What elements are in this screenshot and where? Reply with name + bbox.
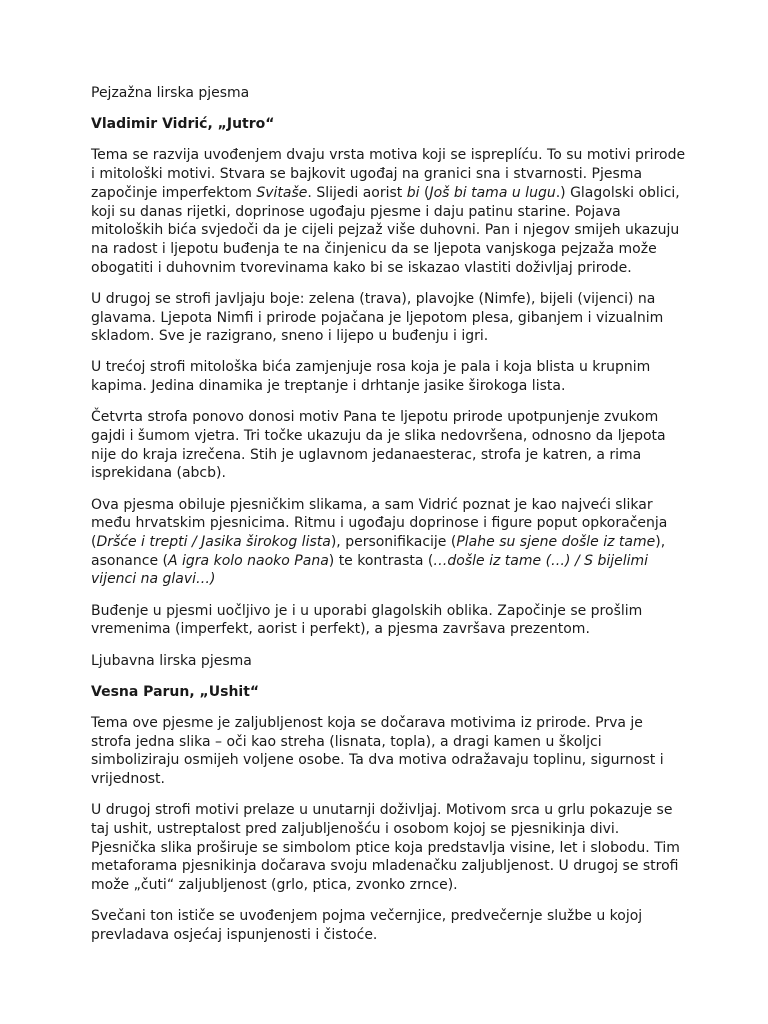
section-genre-label: Ljubavna lirska pjesma [91,652,252,669]
paragraph: Tema ove pjesme je zaljubljenost koja se dočarava motivima iz prirode. Prva je strofa jedna slika – oči kao streha (lisnata, topla), a dragi kamen u školjci simboliziraju osmijeh voljene osobe. Ta dva motiva odražavaju toplinu, sigurnost i vrijednost. [91,714,664,788]
paragraph: U drugoj se strofi javljaju boje: zelena (trava), plavojke (Nimfe), bijeli (vijenci) na glavama. Ljepota Nimfi i prirode pojačana je ljepotom plesa, gibanjem i vizualnim skladom. Sve je razigrano, sneno i lijepo u buđenju i igri. [91,290,664,345]
paragraph: Tema se razvija uvođenjem dvaju vrsta motiva koji se ispreplíću. To su motivi prirode i mitološki motivi. Stvara se bajkovit ugođaj na granici sna i stvarnosti. Pjesma započinje imperfektom Svitaše. Slijedi aorist bi (Još bi tama u lugu.) Glagolski oblici, koji su danas rijetki, doprinose ugođaju pjesme i daju patinu starine. Pojava mitoloških bića svjedoči da je cijeli pejzaž više duhovni. Pan i njegov smijeh ukazuju na radost i ljepotu buđenja te na činjenicu da se ljepota vanjskoga pejzaža može obogatiti i duhovnim tvorevinama kako bi se iskazao vlastiti doživljaj prirode. [91,147,686,276]
poem-heading: Vladimir Vidrić, „Jutro“ [91,116,275,133]
paragraph: Buđenje u pjesmi uočljivo je i u uporabi glagolskih oblika. Započinje se prošlim vremenima (imperfekt, aorist i perfekt), a pjesma završava prezentom. [91,602,643,638]
paragraph: U drugoj strofi motivi prelaze u unutarnji doživljaj. Motivom srca u grlu pokazuje se taj ushit, ustreptalost pred zaljubljenošću i osobom kojoj se pjesnikinja divi. Pjesnička slika proširuje se simbolom ptice koja predstavlja visine, let i slobodu. Tim metaforama pjesnikinja dočarava svoju mladenačku zaljubljenost. U drugoj se strofi može „čuti“ zaljubljenost (grlo, ptica, zvonko zrnce). [91,802,680,894]
section-genre-label: Pejzažna lirska pjesma [91,85,250,101]
document-page [91,84,687,957]
poem-heading: Vesna Parun, „Ushit“ [91,683,260,700]
paragraph: Ova pjesma obiluje pjesničkim slikama, a sam Vidrić poznat je kao najveći slikar među hrvatskim pjesnicima. Ritmu i ugođaju doprinose i figure poput opkoračenja (Dršće i trepti / Jasika širokog lista), personifikacije (Plahe su sjene došle iz tame), asonance (A igra kolo naoko Pana) te kontrasta (…došle iz tame (…) / S bijelimi vijenci na glavi…) [91,496,668,588]
paragraph: Svečani ton ističe se uvođenjem pojma večernjice, predvečernje službe u kojoj prevladava osjećaj ispunjenosti i čistoće. [91,908,643,944]
paragraph: Četvrta strofa ponovo donosi motiv Pana te ljepotu prirode upotpunjenje zvukom gajdi i šumom vjetra. Tri točke ukazuju da je slika nedovršena, odnosno da ljepota nije do kraja izrečena. Stih je uglavnom jedanaesterac, strofa je katren, a rima isprekidana (abcb). [91,409,666,482]
paragraph: U trećoj strofi mitološka bića zamjenjuje rosa koja je pala i koja blista u krupnim kapima. Jedina dinamika je treptanje i drhtanje jasike širokoga lista. [91,359,651,395]
